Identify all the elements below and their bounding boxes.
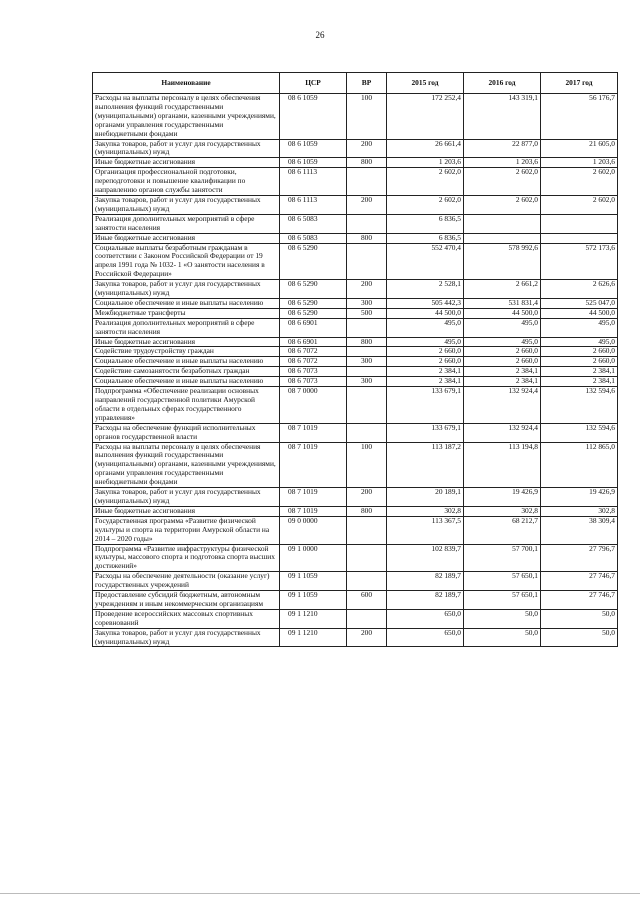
cell-name: Подпрограмма «Развитие инфраструктуры физической культуры, массового спорта и подготовка спорта высших достижений»: [93, 544, 280, 572]
cell-name: Социальное обеспечение и иные выплаты населению: [93, 357, 280, 367]
cell-2017: 19 426,9: [541, 488, 618, 507]
cell-2015: 2 528,1: [387, 280, 464, 299]
cell-name: Государственная программа «Развитие физической культуры и спорта на территории Амурской области на 2014 – 2020 годы»: [93, 516, 280, 544]
cell-name: Социальное обеспечение и иные выплаты населению: [93, 377, 280, 387]
cell-name: Закупка товаров, работ и услуг для государственных (муниципальных) нужд: [93, 139, 280, 158]
cell-2017: 572 173,6: [541, 243, 618, 280]
table-row: [93, 572, 618, 591]
page-bottom-line: [0, 893, 640, 894]
cell-2017: 495,0: [541, 337, 618, 347]
cell-vr: 200: [347, 628, 387, 647]
cell-name: Подпрограмма «Обеспечение реализации основных направлений государственной политики Амурской области в отдельных сферах государственного управления»: [93, 387, 280, 424]
table-row: [93, 243, 618, 280]
cell-2016: 2 660,0: [464, 357, 541, 367]
cell-2017: 2 602,0: [541, 195, 618, 214]
cell-vr: 100: [347, 442, 387, 488]
cell-2015: 2 602,0: [387, 195, 464, 214]
cell-name: Закупка товаров, работ и услуг для государственных (муниципальных) нужд: [93, 628, 280, 647]
table-row: [93, 367, 618, 377]
cell-name: Социальные выплаты безработным гражданам в соответствии с Законом Российской Федерации от 19 апреля 1991 года № 1032- 1 «О занятости населения в Российской Федерации»: [93, 243, 280, 280]
cell-2015: 113 367,5: [387, 516, 464, 544]
cell-name: Проведение всероссийских массовых спортивных соревнований: [93, 609, 280, 628]
cell-csr: 08 6 7073: [280, 367, 347, 377]
cell-2015: 650,0: [387, 628, 464, 647]
cell-vr: [347, 214, 387, 233]
table-header-row: [93, 73, 618, 94]
cell-2017: [541, 214, 618, 233]
table-row: [93, 423, 618, 442]
cell-vr: [347, 347, 387, 357]
cell-2016: 1 203,6: [464, 158, 541, 168]
table-row: [93, 609, 618, 628]
cell-vr: 600: [347, 591, 387, 610]
cell-name: Реализация дополнительных мероприятий в сфере занятости населения: [93, 318, 280, 337]
cell-2016: 113 194,8: [464, 442, 541, 488]
cell-2016: 50,0: [464, 628, 541, 647]
cell-2017: 132 594,6: [541, 387, 618, 424]
cell-2015: 1 203,6: [387, 158, 464, 168]
cell-2016: 302,8: [464, 506, 541, 516]
cell-vr: [347, 544, 387, 572]
cell-2016: 44 500,0: [464, 308, 541, 318]
cell-vr: [347, 168, 387, 196]
table-row: [93, 377, 618, 387]
cell-csr: 08 7 1019: [280, 442, 347, 488]
cell-2017: 38 309,4: [541, 516, 618, 544]
cell-2015: 113 187,2: [387, 442, 464, 488]
cell-vr: 200: [347, 195, 387, 214]
cell-2017: 27 796,7: [541, 544, 618, 572]
table-row: [93, 544, 618, 572]
cell-vr: 200: [347, 139, 387, 158]
header-2015: 2015 год: [387, 73, 464, 94]
cell-csr: 08 6 7072: [280, 357, 347, 367]
cell-2016: 495,0: [464, 337, 541, 347]
cell-2016: 57 650,1: [464, 591, 541, 610]
cell-2015: 2 660,0: [387, 347, 464, 357]
cell-2017: 1 203,6: [541, 158, 618, 168]
cell-csr: 08 6 1113: [280, 195, 347, 214]
cell-2017: 2 602,0: [541, 168, 618, 196]
cell-csr: 09 1 1059: [280, 591, 347, 610]
cell-2015: 44 500,0: [387, 308, 464, 318]
cell-csr: 08 6 1113: [280, 168, 347, 196]
cell-csr: 09 1 1210: [280, 609, 347, 628]
cell-name: Расходы на выплаты персоналу в целях обеспечения выполнения функций государственными (муниципальными) органами, казенными учреждениями, органами управления государственными внебюджетными фондами: [93, 94, 280, 140]
cell-2015: 552 470,4: [387, 243, 464, 280]
table-row: [93, 628, 618, 647]
cell-csr: 08 7 1019: [280, 488, 347, 507]
cell-2017: 112 865,0: [541, 442, 618, 488]
table-row: [93, 591, 618, 610]
cell-2016: 57 700,1: [464, 544, 541, 572]
cell-name: Предоставление субсидий бюджетным, автономным учреждениям и иным некоммерческим организациям: [93, 591, 280, 610]
cell-2015: 505 442,3: [387, 298, 464, 308]
cell-2016: 57 650,1: [464, 572, 541, 591]
cell-2016: 531 831,4: [464, 298, 541, 308]
table-row: [93, 347, 618, 357]
table-row: [93, 158, 618, 168]
cell-csr: 08 6 5290: [280, 280, 347, 299]
cell-2017: [541, 233, 618, 243]
cell-csr: 08 6 1059: [280, 158, 347, 168]
cell-vr: 300: [347, 298, 387, 308]
cell-name: Иные бюджетные ассигнования: [93, 506, 280, 516]
cell-name: Закупка товаров, работ и услуг для государственных (муниципальных) нужд: [93, 488, 280, 507]
cell-2017: 2 660,0: [541, 347, 618, 357]
table-body: [93, 94, 618, 647]
cell-name: Иные бюджетные ассигнования: [93, 233, 280, 243]
cell-2017: 302,8: [541, 506, 618, 516]
cell-csr: 08 7 1019: [280, 506, 347, 516]
cell-2017: 495,0: [541, 318, 618, 337]
table-row: [93, 516, 618, 544]
cell-2015: 6 836,5: [387, 233, 464, 243]
cell-csr: 08 6 5290: [280, 243, 347, 280]
cell-2016: 22 877,0: [464, 139, 541, 158]
cell-csr: 08 6 5290: [280, 298, 347, 308]
cell-2017: 132 594,6: [541, 423, 618, 442]
cell-vr: [347, 243, 387, 280]
cell-2016: 132 924,4: [464, 387, 541, 424]
cell-2016: 132 924,4: [464, 423, 541, 442]
cell-vr: 800: [347, 337, 387, 347]
cell-vr: 200: [347, 488, 387, 507]
cell-2017: 525 047,0: [541, 298, 618, 308]
cell-vr: 800: [347, 158, 387, 168]
cell-vr: [347, 387, 387, 424]
cell-name: Содействие самозанятости безработных граждан: [93, 367, 280, 377]
table-row: [93, 357, 618, 367]
table-row: [93, 168, 618, 196]
header-2017: 2017 год: [541, 73, 618, 94]
cell-2017: 2 384,1: [541, 377, 618, 387]
cell-2016: 2 660,0: [464, 347, 541, 357]
cell-vr: [347, 609, 387, 628]
cell-2015: 82 189,7: [387, 572, 464, 591]
cell-csr: 08 6 5083: [280, 214, 347, 233]
cell-2016: 2 602,0: [464, 195, 541, 214]
cell-2016: 578 992,6: [464, 243, 541, 280]
cell-csr: 09 1 1059: [280, 572, 347, 591]
table-row: [93, 298, 618, 308]
cell-csr: 08 7 1019: [280, 423, 347, 442]
cell-vr: [347, 367, 387, 377]
cell-name: Содействие трудоустройству граждан: [93, 347, 280, 357]
header-name: Наименование: [93, 73, 280, 94]
cell-csr: 08 6 1059: [280, 139, 347, 158]
table-row: [93, 308, 618, 318]
cell-2015: 2 660,0: [387, 357, 464, 367]
header-2016: 2016 год: [464, 73, 541, 94]
cell-vr: 100: [347, 94, 387, 140]
cell-name: Закупка товаров, работ и услуг для государственных (муниципальных) нужд: [93, 280, 280, 299]
table-row: [93, 337, 618, 347]
cell-2017: 21 605,0: [541, 139, 618, 158]
table-row: [93, 214, 618, 233]
cell-2015: 495,0: [387, 318, 464, 337]
table-row: [93, 318, 618, 337]
cell-csr: 09 0 0000: [280, 516, 347, 544]
cell-2016: 19 426,9: [464, 488, 541, 507]
cell-2015: 2 384,1: [387, 377, 464, 387]
cell-2015: 2 602,0: [387, 168, 464, 196]
cell-2015: 6 836,5: [387, 214, 464, 233]
cell-2015: 302,8: [387, 506, 464, 516]
header-vr: ВР: [347, 73, 387, 94]
cell-2016: 2 602,0: [464, 168, 541, 196]
cell-2015: 495,0: [387, 337, 464, 347]
cell-2017: 56 176,7: [541, 94, 618, 140]
cell-2015: 2 384,1: [387, 367, 464, 377]
cell-name: Межбюджетные трансферты: [93, 308, 280, 318]
cell-name: Расходы на обеспечение деятельности (оказание услуг) государственных учреждений: [93, 572, 280, 591]
cell-2016: [464, 214, 541, 233]
cell-vr: [347, 318, 387, 337]
table-row: [93, 506, 618, 516]
cell-2017: 27 746,7: [541, 572, 618, 591]
cell-2016: 68 212,7: [464, 516, 541, 544]
cell-csr: 08 7 0000: [280, 387, 347, 424]
cell-vr: [347, 516, 387, 544]
cell-2016: 2 384,1: [464, 367, 541, 377]
table-row: [93, 488, 618, 507]
cell-2017: 44 500,0: [541, 308, 618, 318]
cell-2016: 143 319,1: [464, 94, 541, 140]
cell-name: Расходы на обеспечение функций исполнительных органов государственной власти: [93, 423, 280, 442]
cell-csr: 08 6 6901: [280, 318, 347, 337]
page-number: 26: [315, 30, 325, 40]
cell-2015: 650,0: [387, 609, 464, 628]
cell-vr: 500: [347, 308, 387, 318]
cell-2017: 50,0: [541, 628, 618, 647]
cell-vr: [347, 572, 387, 591]
cell-2015: 102 839,7: [387, 544, 464, 572]
cell-vr: 200: [347, 280, 387, 299]
cell-csr: 08 6 5083: [280, 233, 347, 243]
table-row: [93, 280, 618, 299]
cell-csr: 08 6 6901: [280, 337, 347, 347]
cell-2015: 82 189,7: [387, 591, 464, 610]
cell-csr: 09 1 0000: [280, 544, 347, 572]
cell-csr: 09 1 1210: [280, 628, 347, 647]
cell-2015: 172 252,4: [387, 94, 464, 140]
table-row: [93, 387, 618, 424]
cell-2015: 133 679,1: [387, 387, 464, 424]
cell-vr: 300: [347, 377, 387, 387]
header-csr: ЦСР: [280, 73, 347, 94]
table-row: [93, 195, 618, 214]
cell-vr: 800: [347, 506, 387, 516]
cell-vr: 300: [347, 357, 387, 367]
cell-vr: 800: [347, 233, 387, 243]
table-row: [93, 442, 618, 488]
cell-csr: 08 6 1059: [280, 94, 347, 140]
table-row: [93, 94, 618, 140]
cell-name: Иные бюджетные ассигнования: [93, 337, 280, 347]
cell-name: Реализация дополнительных мероприятий в сфере занятости населения: [93, 214, 280, 233]
cell-name: Расходы на выплаты персоналу в целях обеспечения выполнения функций государственными (муниципальными) органами, казенными учреждениями, органами управления государственными внебюджетными фондами: [93, 442, 280, 488]
cell-2017: 2 660,0: [541, 357, 618, 367]
cell-csr: 08 6 7072: [280, 347, 347, 357]
cell-csr: 08 6 5290: [280, 308, 347, 318]
cell-2017: 50,0: [541, 609, 618, 628]
cell-2015: 26 661,4: [387, 139, 464, 158]
cell-2016: 2 384,1: [464, 377, 541, 387]
cell-2016: 495,0: [464, 318, 541, 337]
cell-name: Социальное обеспечение и иные выплаты населению: [93, 298, 280, 308]
cell-name: Закупка товаров, работ и услуг для государственных (муниципальных) нужд: [93, 195, 280, 214]
cell-2017: 27 746,7: [541, 591, 618, 610]
budget-table: [92, 72, 618, 647]
cell-name: Организация профессиональной подготовки, переподготовки и повышение квалификации по направлению органов службы занятости: [93, 168, 280, 196]
cell-2015: 20 189,1: [387, 488, 464, 507]
cell-2016: [464, 233, 541, 243]
cell-2017: 2 384,1: [541, 367, 618, 377]
cell-vr: [347, 423, 387, 442]
cell-2015: 133 679,1: [387, 423, 464, 442]
cell-csr: 08 6 7073: [280, 377, 347, 387]
cell-2016: 2 661,2: [464, 280, 541, 299]
table-row: [93, 139, 618, 158]
cell-2017: 2 626,6: [541, 280, 618, 299]
cell-2016: 50,0: [464, 609, 541, 628]
table-row: [93, 233, 618, 243]
cell-name: Иные бюджетные ассигнования: [93, 158, 280, 168]
